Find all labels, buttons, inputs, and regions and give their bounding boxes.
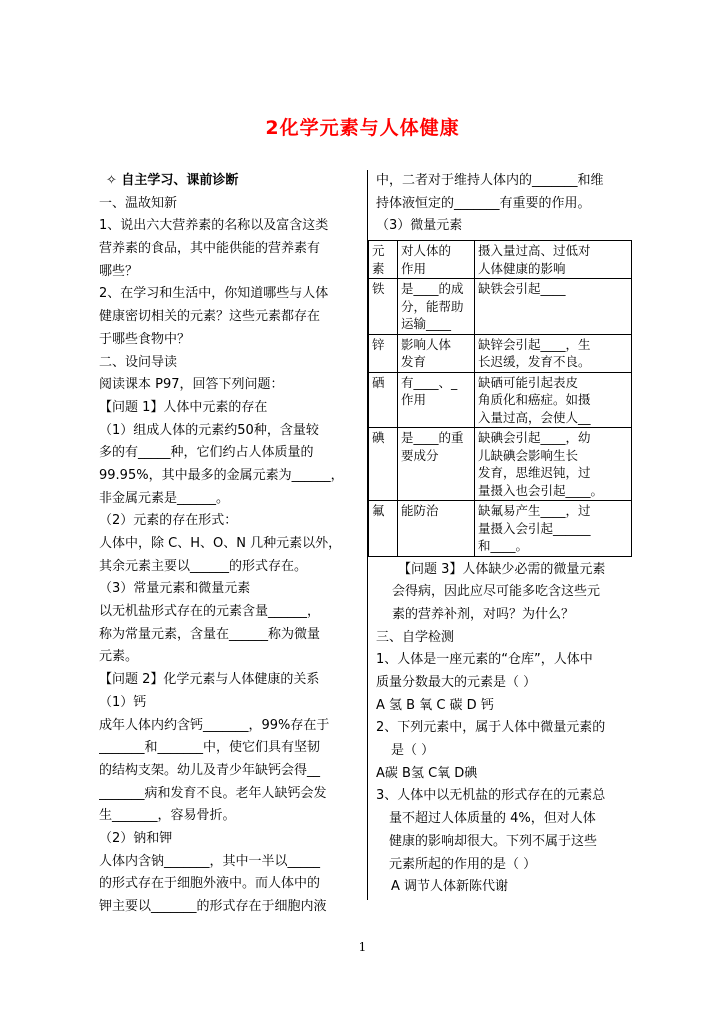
right-text-line: 中，二者对于维持人体内的_______和维 [376, 173, 604, 188]
left-text-line: ✧ 自主学习、课前诊断 [106, 173, 239, 188]
left-text-line: 99.95%，其中最多的金属元素为______， [99, 467, 344, 483]
left-text-line: 二、设问导读 [99, 354, 178, 370]
table-cell: 缺硒可能引起表皮 角质化和癌症。如摄 入量过高，会使人__ [475, 372, 632, 428]
left-text-line: 成年人体内约含钙_______，99%存在于 [99, 717, 330, 733]
left-text-line: 以无机盐形式存在的元素含量______， [99, 604, 321, 620]
table-cell: 碘 [369, 428, 398, 501]
left-text-line: 阅读课本 P97，回答下列问题： [99, 377, 284, 393]
table-cell: 缺碘会引起____，幼 儿缺碘会影响生长 发育，思维迟钝，过 量摄入也会引起____。 [475, 428, 632, 501]
left-text-line: 生_______，容易骨折。 [99, 808, 236, 824]
left-text-line: 钾主要以_______的形式存在于细胞内液 [99, 899, 327, 914]
right-text-line: 质量分数最大的元素是（ ） [376, 675, 537, 690]
left-text-line: 人体内含钠_______，其中一半以_____ [99, 853, 321, 869]
right-text-line: A碳 B氢 C氧 D碘 [376, 765, 478, 781]
table-cell: 铁 [369, 279, 398, 335]
left-text-line: 【问题 2】化学元素与人体健康的关系 [99, 672, 320, 688]
left-text-line: 多的有_____种，它们约占人体质量的 [99, 445, 314, 461]
right-text-line: 1、人体是一座元素的“仓库”，人体中 [376, 652, 593, 668]
left-text-line: 1、说出六大营养素的名称以及富含这类 [99, 218, 329, 234]
table-cell: 硒 [369, 372, 398, 428]
right-text-line: 健康的影响却很大。下列不属于这些 [389, 833, 598, 849]
right-text-line: 3、人体中以无机盐的形式存在的元素总 [376, 788, 606, 804]
left-column [99, 170, 361, 919]
right-text-line: 素的营养补剂，对吗？为什么？ [392, 606, 575, 622]
right-text-line: 持体液恒定的_______有重要的作用。 [376, 195, 591, 211]
left-text-line: 的结构支架。幼儿及青少年缺钙会得__ [99, 762, 321, 778]
page-number: 1 [358, 940, 367, 954]
left-text-line: 哪些？ [99, 263, 139, 279]
left-text-line: 称为常量元素，含量在______称为微量 [99, 626, 321, 642]
right-text-line: 三、自学检测 [376, 629, 455, 645]
document-title: 2化学元素与人体健康 [265, 117, 460, 139]
left-text-line: 的形式存在于细胞外液中。而人体中的 [99, 876, 321, 892]
right-text-line: 量不超过人体质量的 4%，但对人体 [389, 811, 596, 827]
table-cell: 影响人体 发育 [398, 334, 475, 372]
right-text-line: 2、下列元素中，属于人体中微量元素的 [376, 720, 606, 736]
left-text-line: 其余元素主要以______的形式存在。 [99, 558, 308, 574]
left-text-line: 【问题 1】人体中元素的存在 [99, 399, 268, 415]
left-text-line: 人体中，除 C、H、O、N 几种元素以外， [99, 536, 342, 551]
table-row [369, 279, 632, 335]
table-cell: 能防治 [398, 501, 475, 557]
trace-element-table [368, 240, 630, 557]
table-cell: 锌 [369, 334, 398, 372]
right-text-line: 【问题 3】人体缺少必需的微量元素 [398, 561, 606, 577]
left-text-line: （1）钙 [99, 694, 147, 710]
left-text-line: 一、温故知新 [99, 195, 178, 211]
left-text-line: 营养素的食品，其中能供能的营养素有 [99, 241, 321, 257]
left-text-line: （2）钠和钾 [99, 830, 173, 846]
table-cell: 是____的成 分，能帮助 运输____ [398, 279, 475, 335]
table-cell: 缺氟易产生____，过 量摄入会引起______ 和____。 [475, 501, 632, 557]
left-text-line: 健康密切相关的元素？这些元素都存在 [99, 309, 321, 325]
left-text-line: 2、在学习和生活中，你知道哪些与人体 [99, 286, 329, 302]
table-cell: 有____、_ 作用 [398, 372, 475, 428]
right-text-line: A 调节人体新陈代谢 [391, 879, 509, 895]
left-text-line: （2）元素的存在形式： [99, 513, 238, 529]
table-row [369, 372, 632, 428]
right-column [372, 170, 638, 899]
table-cell: 缺锌会引起____，生 长迟缓，发育不良。 [475, 334, 632, 372]
left-text-line: 非金属元素是______。 [99, 490, 230, 506]
table-row [369, 428, 632, 501]
right-text-line: 会得病，因此应尽可能多吃含这些元 [392, 584, 601, 600]
table-cell: 氟 [369, 501, 398, 557]
table-header-cell: 摄入量过高、过低对 人体健康的影响 [475, 241, 632, 279]
right-text-line: A 氢 B 氧 C 碳 D 钙 [376, 697, 494, 713]
table-row [369, 501, 632, 557]
table-header-cell: 元 素 [369, 241, 398, 279]
left-text-line: 元素。 [99, 649, 139, 665]
table-header-row [369, 241, 632, 279]
table-header-cell: 对人体的 作用 [398, 241, 475, 279]
right-text-line: 是（ ） [391, 743, 435, 759]
table-cell: 是____的重 要成分 [398, 428, 475, 501]
left-text-line: （1）组成人体的元素约50种，含量较 [99, 422, 319, 438]
right-text-line: （3）微量元素 [376, 218, 463, 234]
left-text-line: _______病和发育不良。老年人缺钙会发 [99, 785, 327, 801]
left-text-line: 于哪些食物中？ [99, 331, 191, 347]
left-text-line: _______和_______中，使它们具有坚韧 [99, 740, 321, 756]
table-cell: 缺铁会引起____ [475, 279, 632, 335]
right-text-line: 元素所起的作用的是（ ） [389, 856, 537, 872]
left-text-line: （3）常量元素和微量元素 [99, 581, 251, 597]
table-row [369, 334, 632, 372]
